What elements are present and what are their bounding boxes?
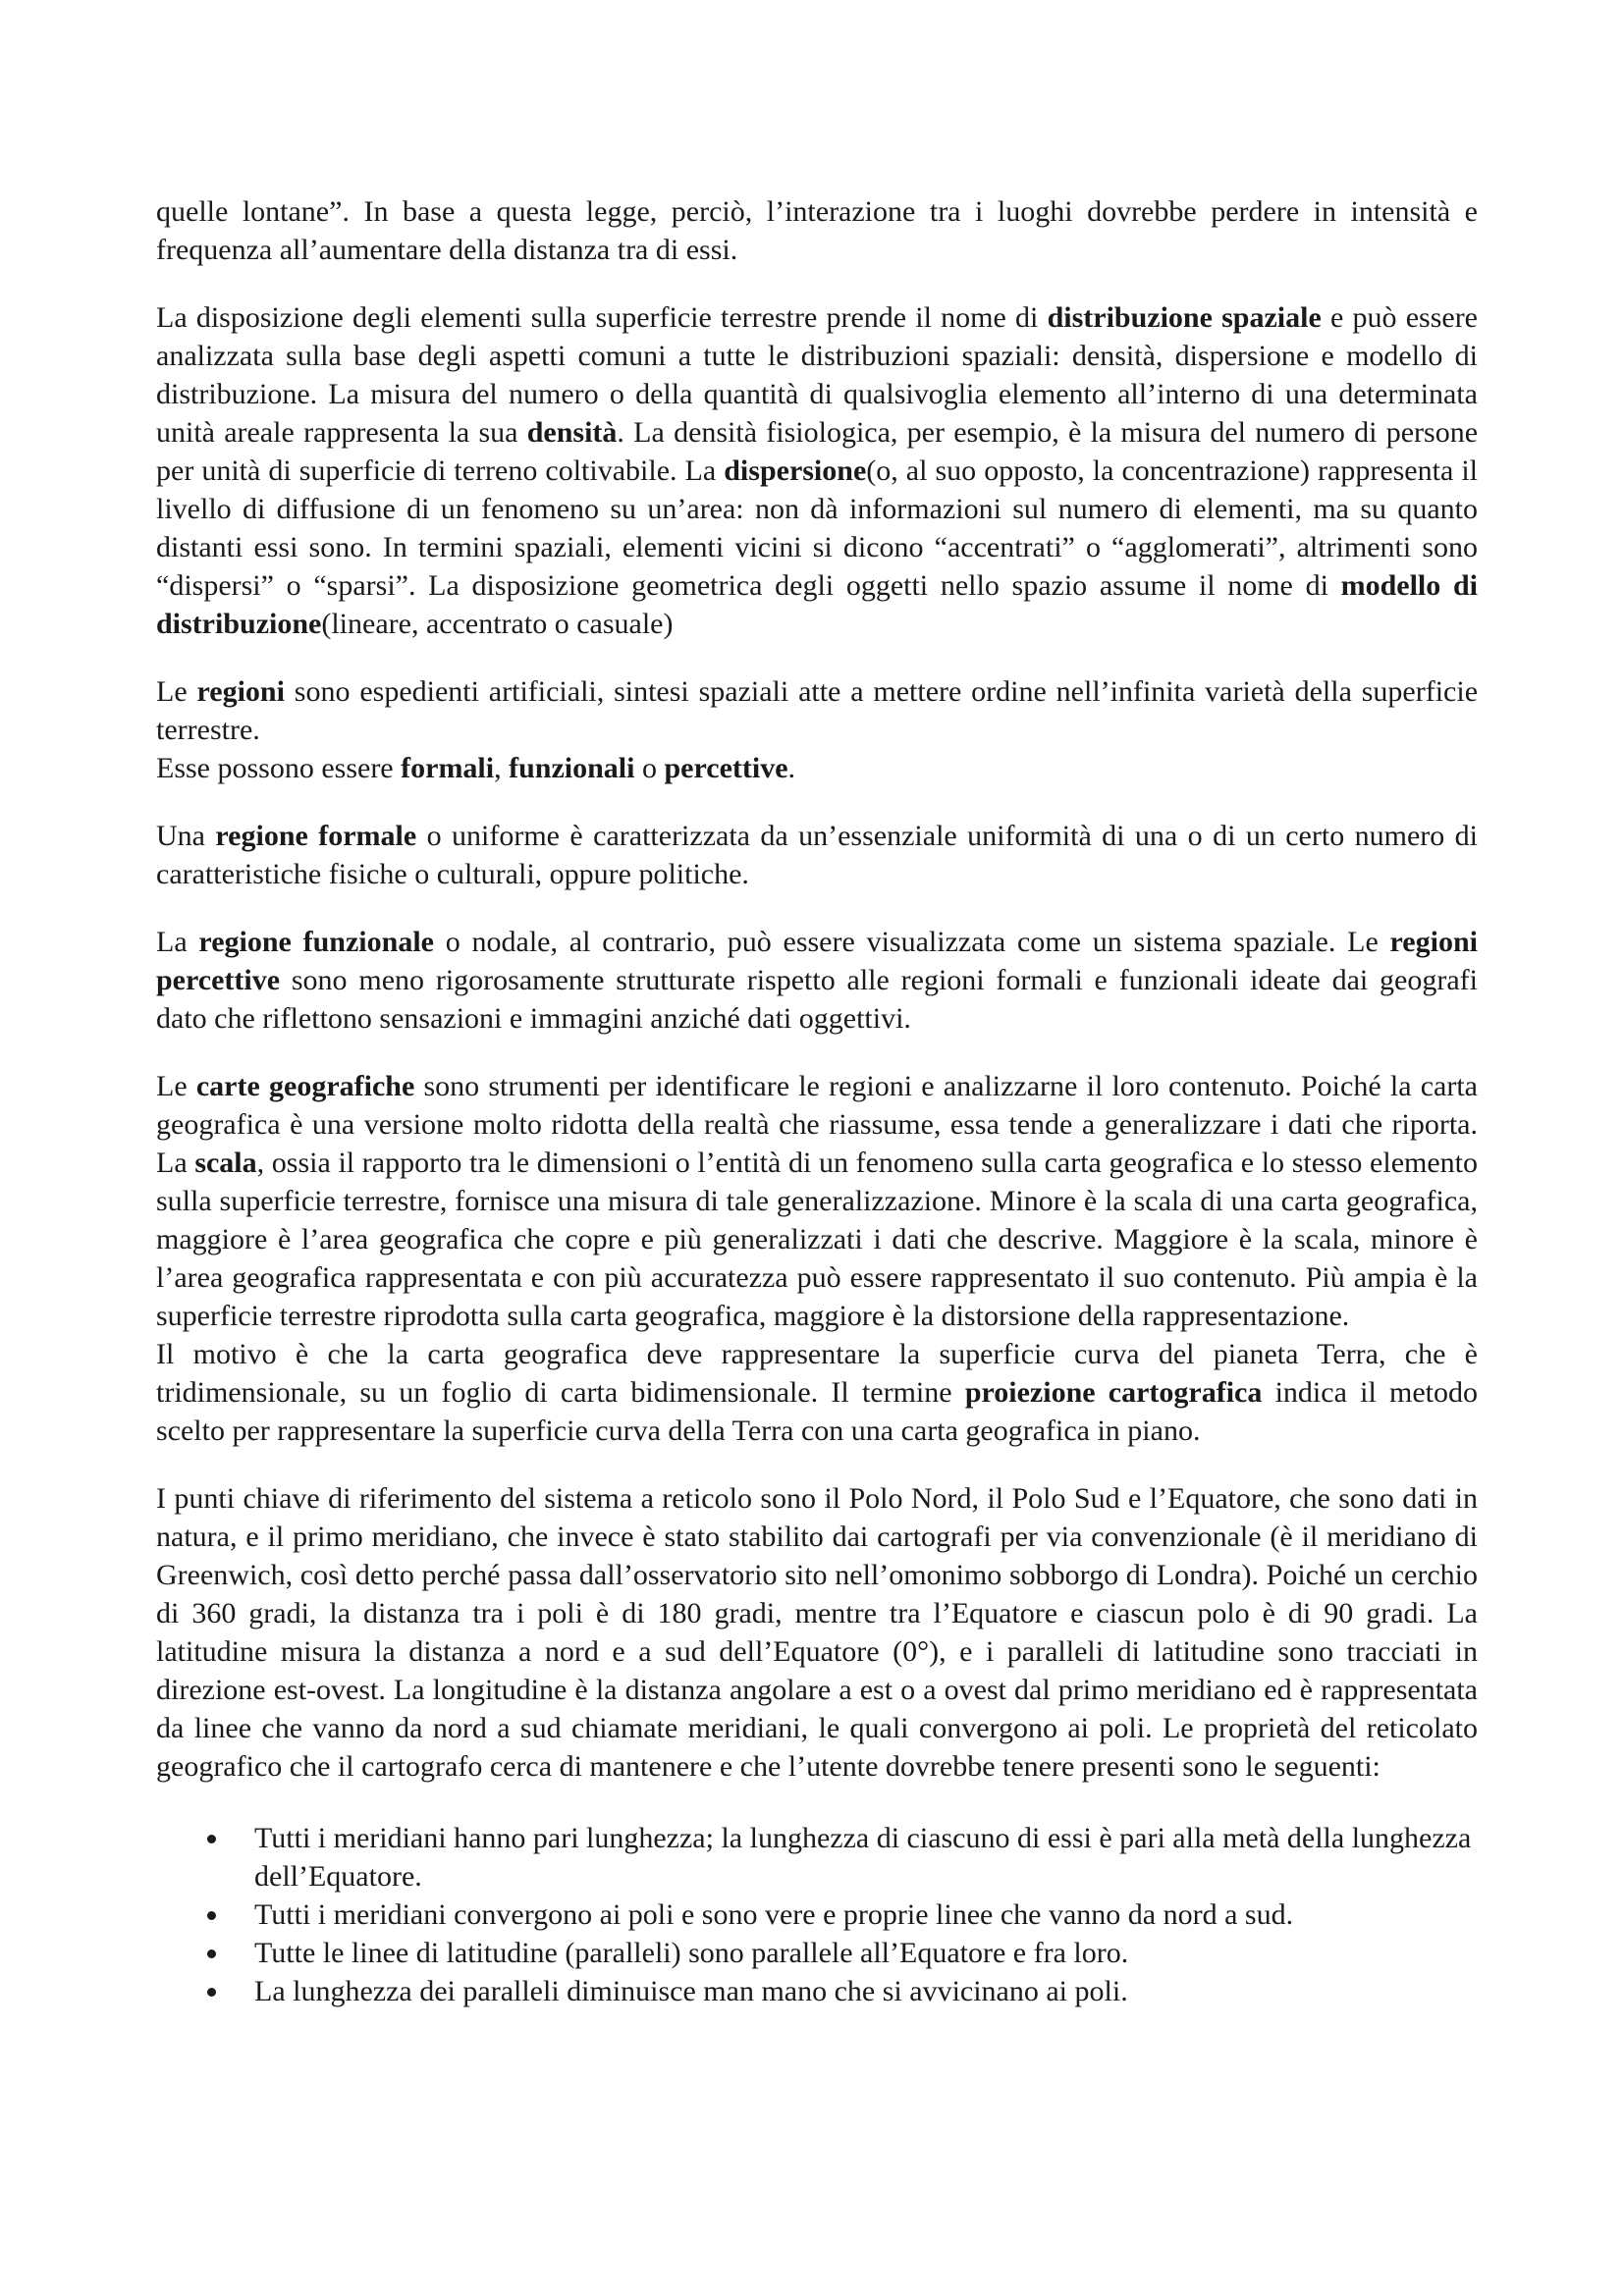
- paragraph-region-types: Esse possono essere formali, funzionali o percettive.: [156, 752, 796, 784]
- term-scala: scala: [194, 1147, 257, 1179]
- paragraph-spatial-distribution: La disposizione degli elementi sulla superficie terrestre prende il nome di distribuzione spaziale e può essere analizzata sulla base degli aspetti comuni a tutte le distribuzioni spaziali: densità, dispersione e modello di distribuzione. La misura del numero o della quantità di qualsivoglia elemento all’interno di una determinata unità areale rappresenta la sua densità. La densità fisiologica, per esempio, è la misura del numero di persone per unità di superficie di terreno coltivabile. La dispersione(o, al suo opposto, la concentrazione) rappresenta il livello di diffusione di un fenomeno su un’area: non dà informazioni sul numero di elementi, ma su quanto distanti essi sono. In termini spaziali, elementi vicini si dicono “accentrati” o “agglomerati”, altrimenti sono “dispersi” o “sparsi”. La disposizione geometrica degli oggetti nello spazio assume il nome di modello di distribuzione(lineare, accentrato o casuale): [156, 301, 1479, 640]
- list-item: La lunghezza dei paralleli diminuisce man mano che si avvicinano ai poli.: [156, 1972, 1478, 2010]
- term-regioni: regioni: [196, 675, 285, 708]
- term-regioni-percettive: regioni percettive: [156, 926, 1478, 996]
- list-item: Tutte le linee di latitudine (paralleli) sono parallele all’Equatore e fra loro.: [156, 1934, 1478, 1972]
- term-dispersione: dispersione: [724, 454, 867, 487]
- term-carte-geografiche: carte geografiche: [195, 1070, 415, 1102]
- term-distribuzione-spaziale: distribuzione spaziale: [1047, 301, 1322, 334]
- term-regione-formale: regione formale: [215, 820, 417, 852]
- graticule-properties-list: [156, 1819, 1478, 2010]
- term-funzionali: funzionali: [509, 752, 635, 784]
- term-formali: formali: [401, 752, 495, 784]
- paragraph-grid-system: I punti chiave di riferimento del sistema a reticolo sono il Polo Nord, il Polo Sud e l’Equatore, che sono dati in natura, e il primo meridiano, che invece è stato stabilito dai cartografi per via convenzionale (è il meridiano di Greenwich, così detto perché passa dall’osservatorio sito nell’omonimo sobborgo di Londra). Poiché un cerchio di 360 gradi, la distanza tra i poli è di 180 gradi, mentre tra l’Equatore e ciascun polo è di 90 gradi. La latitudine misura la distanza a nord e a sud dell’Equatore (0°), e i paralleli di latitudine sono tracciati in direzione est-ovest. La longitudine è la distanza angolare a est o a ovest dal primo meridiano ed è rappresentata da linee che vanno da nord a sud chiamate meridiani, le quali convergono ai poli. Le proprietà del reticolato geografico che il cartografo cerca di mantenere e che l’utente dovrebbe tenere presenti sono le seguenti:: [156, 1482, 1478, 1783]
- page-body: [156, 192, 1478, 2010]
- list-item: Tutti i meridiani hanno pari lunghezza; la lunghezza di ciascuno di essi è pari alla metà della lunghezza dell’Equatore.: [156, 1819, 1478, 1896]
- paragraph-projection: Il motivo è che la carta geografica deve rappresentare la superficie curva del pianeta Terra, che è tridimensionale, su un foglio di carta bidimensionale. Il termine proiezione cartografica indica il metodo scelto per rappresentare la superficie curva della Terra con una carta geografica in piano.: [156, 1338, 1478, 1447]
- bullet-dot-icon: [207, 1988, 216, 1997]
- list-item: Tutti i meridiani convergono ai poli e sono vere e proprie linee che vanno da nord a sud.: [156, 1896, 1478, 1934]
- paragraph-distance-decay: quelle lontane”. In base a questa legge, perciò, l’interazione tra i luoghi dovrebbe perdere in intensità e frequenza all’aumentare della distanza tra di essi.: [156, 195, 1478, 266]
- paragraph-formal-region: Una regione formale o uniforme è caratterizzata da un’essenziale uniformità di una o di un certo numero di caratteristiche fisiche o culturali, oppure politiche.: [156, 820, 1479, 890]
- term-percettive: percettive: [664, 752, 788, 784]
- bullet-dot-icon: [207, 1835, 216, 1843]
- term-regione-funzionale: regione funzionale: [198, 926, 434, 958]
- term-modello-di-distribuzione: modello di distribuzione: [156, 569, 1478, 640]
- bullet-dot-icon: [207, 1949, 216, 1958]
- paragraph-regions: Le regioni sono espedienti artificiali, sintesi spaziali atte a mettere ordine nell’infinita varietà della superficie terrestre.: [156, 675, 1479, 746]
- paragraph-functional-region: La regione funzionale o nodale, al contrario, può essere visualizzata come un sistema spaziale. Le regioni percettive sono meno rigorosamente strutturate rispetto alle regioni formali e funzionali ideate dai geografi dato che riflettono sensazioni e immagini anziché dati oggettivi.: [156, 926, 1478, 1035]
- term-densita: densità: [526, 416, 618, 449]
- paragraph-maps-scale: Le carte geografiche sono strumenti per identificare le regioni e analizzarne il loro contenuto. Poiché la carta geografica è una versione molto ridotta della realtà che riassume, essa tende a generalizzare i dati che riporta. La scala, ossia il rapporto tra le dimensioni o l’entità di un fenomeno sulla carta geografica e lo stesso elemento sulla superficie terrestre, fornisce una misura di tale generalizzazione. Minore è la scala di una carta geografica, maggiore è l’area geografica che copre e più generalizzati i dati che descrive. Maggiore è la scala, minore è l’area geografica rappresentata e con più accuratezza può essere rappresentato il suo contenuto. Più ampia è la superficie terrestre riprodotta sulla carta geografica, maggiore è la distorsione della rappresentazione.: [156, 1070, 1479, 1332]
- bullet-dot-icon: [207, 1911, 216, 1920]
- term-proiezione-cartografica: proiezione cartografica: [964, 1376, 1263, 1409]
